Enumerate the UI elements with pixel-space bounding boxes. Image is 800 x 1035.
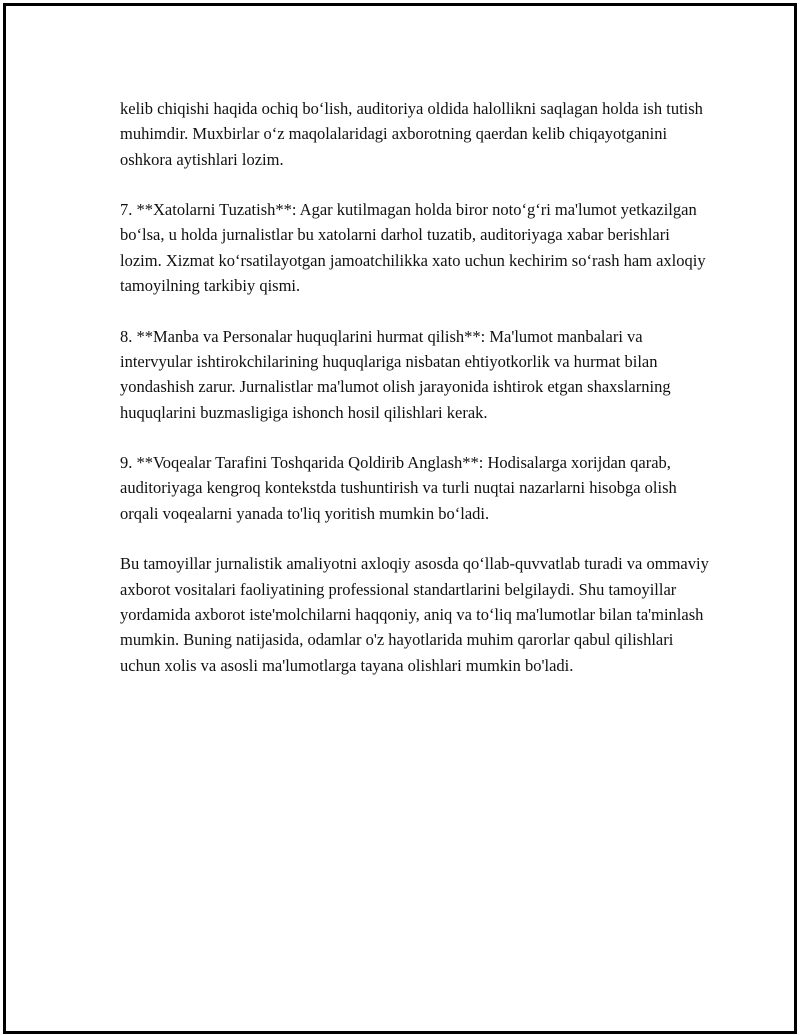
paragraph-source-transparency: kelib chiqishi haqida ochiq bo‘lish, auditoriya oldida halollikni saqlagan holda ish tutish muhimdir. Muxbirlar o‘z maqolalaridagi axborotning qaerdan kelib chiqayotganini oshkora aytishlari lozim. [120,99,703,169]
paragraph-conclusion: Bu tamoyillar jurnalistik amaliyotni axloqiy asosda qo‘llab-quvvatlab turadi va ommaviy axborot vositalari faoliyatining professional standartlarini belgilaydi. Shu tamoyillar yordamida axborot iste'molchilarni haqqoniy, aniq va to‘liq ma'lumotlar bilan ta'minlash mumkin. Buning natijasida, odamlar o'z hayotlarida muhim qarorlar qabul qilishlari uchun xolis va asosli ma'lumotlarga tayana olishlari mumkin bo'ladi. [120,554,709,675]
paragraph-respecting-sources: 8. **Manba va Personalar huquqlarini hurmat qilish**: Ma'lumot manbalari va intervyular ishtirokchilarining huquqlariga nisbatan ehtiyotkorlik va hurmat bilan yondashish zarur. Jurnalistlar ma'lumot olish jarayonida ishtirok etgan shaxslarning huquqlarini buzmasligiga ishonch hosil qilishlari kerak. [120,326,671,422]
document-page [3,3,797,1034]
paragraph-correcting-errors: 7. **Xatolarni Tuzatish**: Agar kutilmagan holda biror noto‘g‘ri ma'lumot yetkazilgan bo‘lsa, u holda jurnalistlar bu xatolarni darhol tuzatib, auditoriyaga xabar berishlari lozim. Xizmat ko‘rsatilayotgan jamoatchilikka xato uchun kechirim so‘rash ham axloqiy tamoyilning tarkibiy qismi. [120,200,706,296]
document-body [120,96,710,703]
paragraph-broader-context: 9. **Voqealar Tarafini Toshqarida Qoldirib Anglash**: Hodisalarga xorijdan qarab, auditoriyaga kengroq kontekstda tushuntirish va turli nuqtai nazarlarni hisobga olish orqali voqealarni yanada to'liq yoritish mumkin bo‘ladi. [120,453,677,523]
